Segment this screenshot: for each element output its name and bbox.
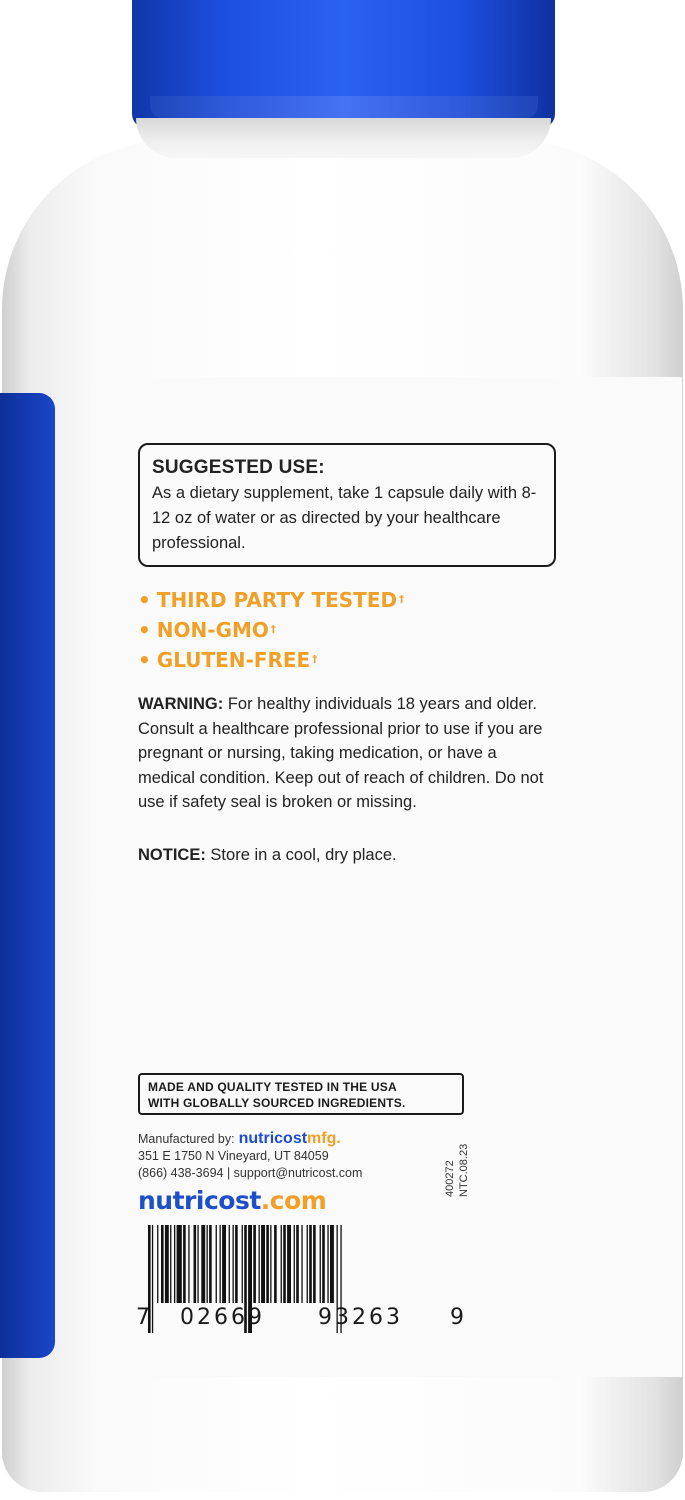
lot-line-1: 400272: [444, 1160, 456, 1197]
claim-mark: †: [270, 624, 276, 635]
barcode-bar: [209, 1225, 212, 1303]
barcode-bar: [281, 1225, 282, 1303]
barcode-bar: [287, 1225, 291, 1303]
barcode-bar: [266, 1225, 269, 1303]
claims-list: [138, 585, 404, 675]
cap-ridge: [150, 96, 538, 118]
manufacturer-brand: nutricost: [238, 1130, 308, 1147]
barcode-bar: [165, 1225, 169, 1303]
claim-gluten-free: [138, 645, 404, 675]
barcode-digit-last: 9: [450, 1305, 467, 1330]
warning-body: For healthy individuals 18 years and older. Consult a healthcare professional prior to use if you are pregnant or nursing, taking medication, or have a medical condition. Keep out of reach of children. Do not use if safety seal is broken or missing.: [138, 695, 544, 811]
barcode-bar: [233, 1225, 234, 1303]
barcode-digit-first: 7: [136, 1305, 153, 1330]
website-name: nutricost: [138, 1186, 261, 1215]
notice-label: NOTICE:: [138, 846, 206, 864]
barcode-bar: [197, 1225, 198, 1303]
made-in-usa-box: [138, 1073, 464, 1115]
barcode-bar: [261, 1225, 265, 1303]
barcode-bar: [174, 1225, 175, 1303]
warning-label: WARNING:: [138, 695, 224, 713]
label-side-stripe: [0, 393, 55, 1358]
claim-non-gmo: [138, 615, 404, 645]
barcode-bar: [170, 1225, 171, 1303]
barcode-bar: [235, 1225, 238, 1303]
barcode-bar: [183, 1225, 186, 1303]
lot-line-2: NTC.08.23: [458, 1143, 470, 1197]
barcode-bar: [220, 1225, 221, 1303]
barcode-bar: [207, 1225, 208, 1303]
barcode-bar: [229, 1225, 230, 1303]
suggested-use-text: As a dietary supplement, take 1 capsule daily with 8-12 oz of water or as directed by your healthcare professional.: [152, 484, 537, 552]
manufacturer-line: [138, 1130, 362, 1148]
manufacturer-brand-suffix: mfg.: [307, 1130, 341, 1147]
barcode-bar: [216, 1225, 217, 1303]
notice-body: Store in a cool, dry place.: [205, 846, 397, 864]
made-in-line-1: MADE AND QUALITY TESTED IN THE USA: [148, 1080, 397, 1094]
barcode-bar: [259, 1225, 260, 1303]
claim-third-party-tested: [138, 585, 404, 615]
claim-text: GLUTEN-FREE: [156, 648, 311, 672]
manufacturer-info: [138, 1130, 362, 1182]
bullet-dot-icon: •: [138, 588, 151, 612]
barcode-bar: [313, 1225, 316, 1303]
made-in-line-2: WITH GLOBALLY SOURCED INGREDIENTS.: [148, 1096, 406, 1110]
barcode-group-1: 02669: [180, 1305, 265, 1330]
barcode-bar: [301, 1225, 302, 1303]
barcode-bar: [188, 1225, 189, 1303]
barcode-bar: [201, 1225, 205, 1303]
barcode-bar: [283, 1225, 286, 1303]
barcode-bar: [307, 1225, 308, 1303]
bottle-neck: [136, 118, 551, 158]
warning-text: [138, 692, 558, 815]
bullet-dot-icon: •: [138, 648, 151, 672]
manufacturer-label: Manufactured by:: [138, 1132, 235, 1146]
manufacturer-contact: (866) 438-3694 | support@nutricost.com: [138, 1166, 363, 1180]
manufacturer-address: 351 E 1750 N Vineyard, UT 84059: [138, 1149, 329, 1163]
barcode-bar: [327, 1225, 328, 1303]
barcode-group-2: 93263: [318, 1305, 403, 1330]
barcode-bar: [194, 1225, 197, 1303]
claim-mark: †: [399, 594, 405, 605]
manufacturer-logo: [239, 1130, 341, 1147]
claim-mark: †: [312, 654, 318, 665]
notice-text: [138, 846, 558, 865]
bullet-dot-icon: •: [138, 618, 151, 642]
claim-text: THIRD PARTY TESTED: [156, 588, 398, 612]
barcode-bar: [320, 1225, 321, 1303]
barcode-bar: [296, 1225, 299, 1303]
suggested-use-title: SUGGESTED USE:: [152, 457, 325, 478]
barcode-bar: [309, 1225, 312, 1303]
website-logo: [138, 1186, 326, 1215]
barcode-bar: [242, 1225, 243, 1303]
barcode-bar: [253, 1225, 256, 1303]
barcode-bar: [270, 1225, 271, 1303]
barcode-bar: [274, 1225, 277, 1303]
suggested-use-box: [138, 443, 556, 567]
barcode-bar: [157, 1225, 158, 1303]
barcode-bar: [330, 1225, 334, 1303]
barcode-bar: [161, 1225, 164, 1303]
lot-code: [443, 1137, 483, 1197]
barcode-bar: [294, 1225, 295, 1303]
barcode-bar: [177, 1225, 182, 1303]
claim-text: NON-GMO: [156, 618, 269, 642]
website-tld: .com: [260, 1186, 327, 1215]
barcode-bar: [322, 1225, 325, 1303]
barcode-bar: [222, 1225, 226, 1303]
